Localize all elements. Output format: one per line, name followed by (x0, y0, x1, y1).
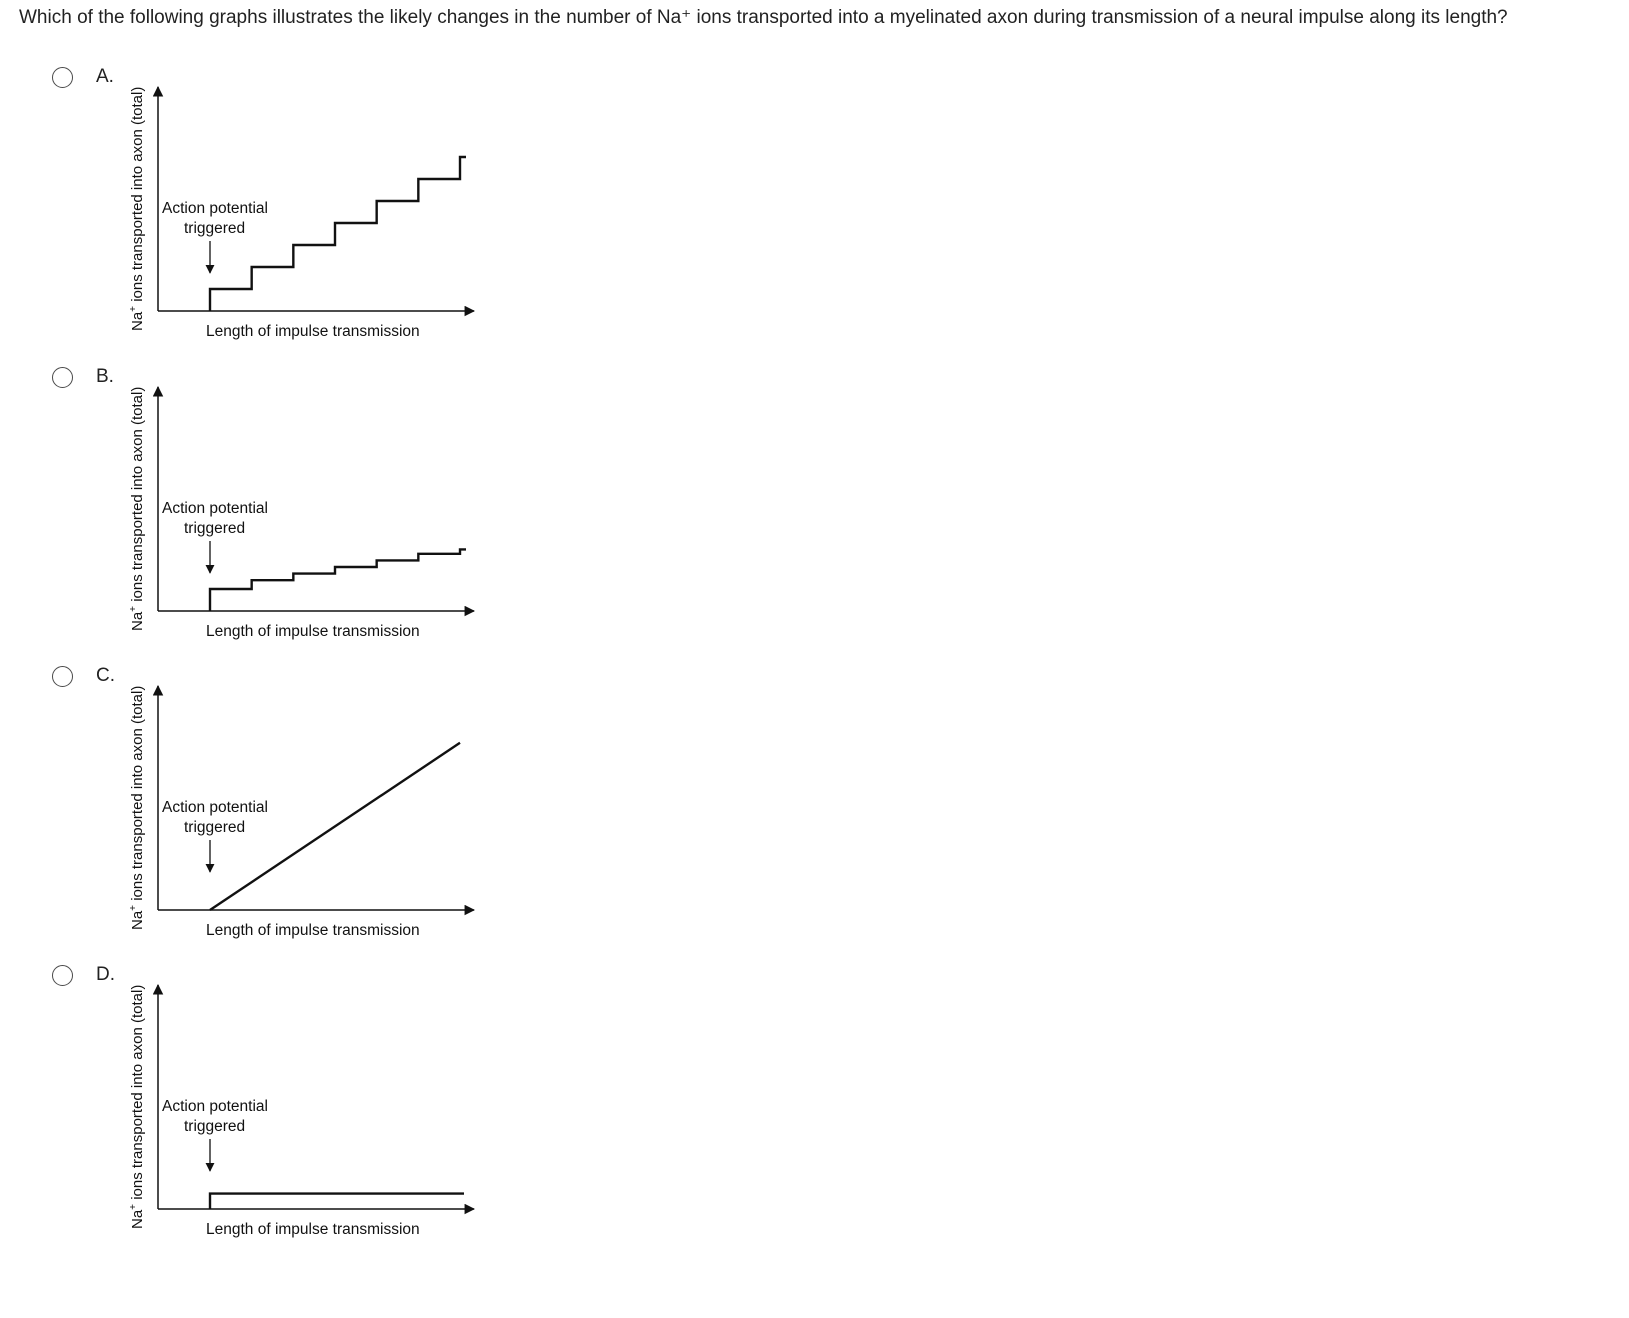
radio-button-d[interactable] (52, 965, 73, 986)
annotation-action-potential: Action potential (162, 500, 268, 517)
annotation-action-potential: Action potential (162, 200, 268, 217)
graph-b (122, 363, 522, 663)
y-axis-label: Na+ ions transported into axon (total) (128, 386, 146, 631)
annotation-action-potential: Action potential (162, 799, 268, 816)
option-d[interactable] (0, 961, 520, 1261)
y-axis-label: Na+ ions transported into axon (total) (128, 86, 146, 331)
data-line (210, 743, 460, 910)
option-letter: D. (96, 964, 115, 985)
data-line (210, 1194, 464, 1209)
radio-button-b[interactable] (52, 367, 73, 388)
radio-button-c[interactable] (52, 666, 73, 687)
x-axis-label: Length of impulse transmission (206, 323, 420, 340)
y-axis-label: Na+ ions transported into axon (total) (128, 685, 146, 930)
option-b[interactable] (0, 363, 520, 663)
question-text: Which of the following graphs illustrates the likely changes in the number of Na⁺ ions transported into a myelinated axon during transmission of a neural impulse along its length? (19, 7, 1508, 28)
option-letter: A. (96, 66, 114, 87)
annotation-action-potential: Action potential (162, 1098, 268, 1115)
option-letter: C. (96, 665, 115, 686)
x-axis-label: Length of impulse transmission (206, 922, 420, 939)
data-line (210, 549, 466, 611)
annotation-triggered: triggered (184, 220, 246, 237)
x-axis-label: Length of impulse transmission (206, 1221, 420, 1238)
option-a[interactable] (0, 63, 520, 363)
annotation-triggered: triggered (184, 1118, 246, 1135)
graph-d (122, 961, 522, 1261)
option-c[interactable] (0, 662, 520, 962)
x-axis-label: Length of impulse transmission (206, 623, 420, 640)
radio-button-a[interactable] (52, 67, 73, 88)
y-axis-label: Na+ ions transported into axon (total) (128, 984, 146, 1229)
data-line (210, 157, 466, 311)
annotation-triggered: triggered (184, 520, 246, 537)
graph-a (122, 63, 522, 363)
annotation-triggered: triggered (184, 819, 246, 836)
option-letter: B. (96, 366, 114, 387)
graph-c (122, 662, 522, 962)
